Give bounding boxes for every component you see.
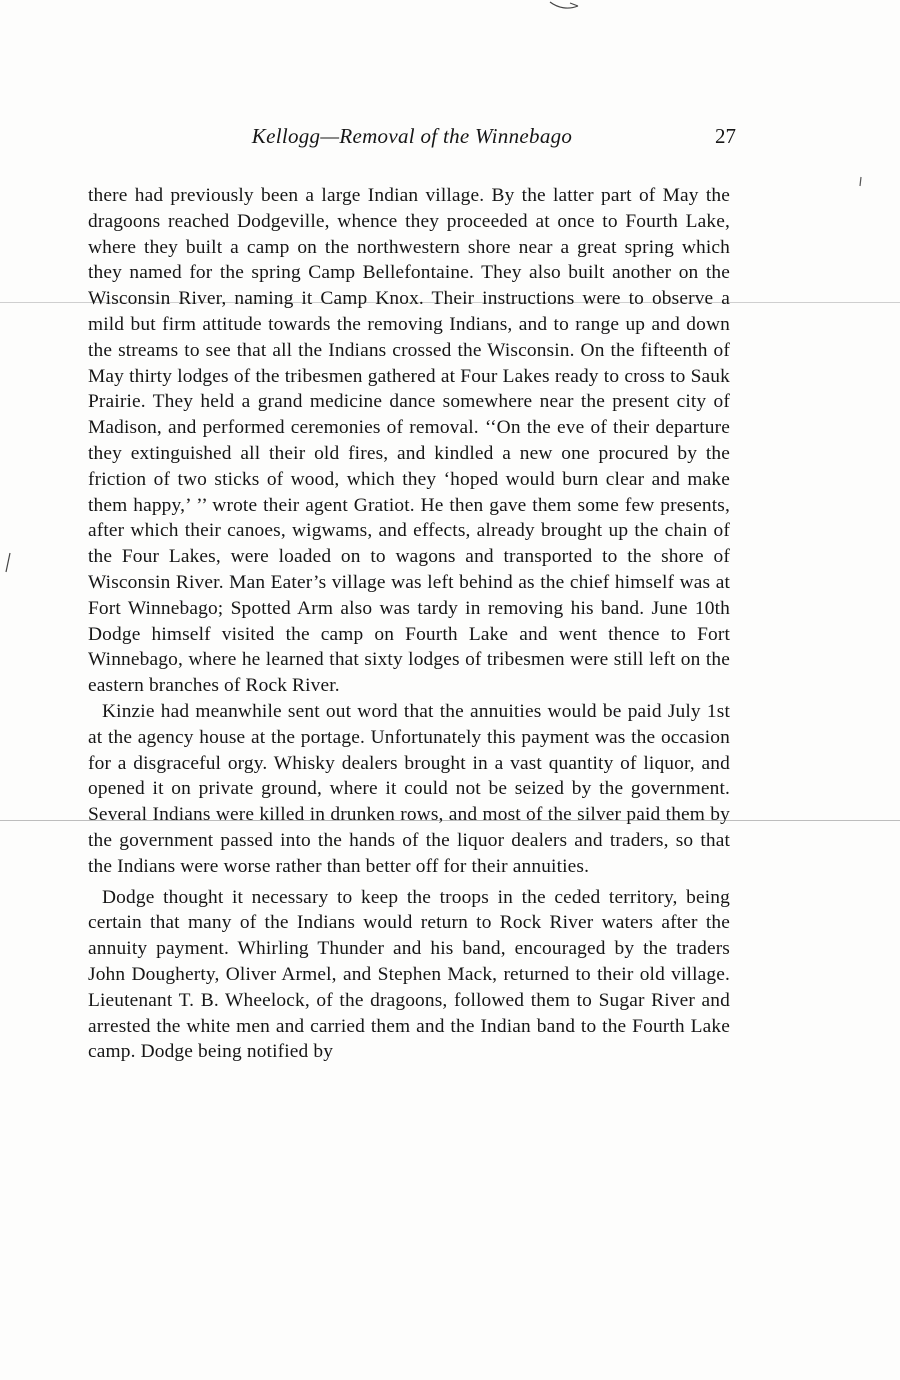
running-title: Kellogg—Removal of the Winnebago — [251, 124, 573, 148]
running-header — [88, 124, 736, 156]
scan-speck — [4, 552, 12, 574]
paragraph: there had previously been a large Indian village. By the latter part of May the dragoons reached Dodgeville, whence they proceeded at once to Fourth Lake, where they built a camp on the northwestern shore near a great spring which they named for the spring Camp Bellefontaine. They also built another on the Wisconsin River, naming it Camp Knox. Their instructions were to observe a mild but firm attitude towards the removing Indians, and to range up and down the streams to see that all the Indians crossed the Wisconsin. On the fifteenth of May thirty lodges of the tribesmen gathered at Four Lakes ready to cross to Sauk Prairie. They held a grand medicine dance somewhere near the present city of Madison, and performed ceremonies of removal. ‘‘On the eve of their departure they extinguished all their old fires, and kindled a new one procured by the friction of two sticks of wood, which they ‘hoped would burn clear and make them happy,’ ’’ wrote their agent Gratiot. He then gave them some few presents, after which their canoes, wigwams, and effects, already brought up the chain of the Four Lakes, were loaded on to wagons and transported to the shore of Wisconsin River. Man Eater’s village was left behind as the chief himself was at Fort Winnebago; Spotted Arm also was tardy in removing his band. June 10th Dodge himself visited the camp on Fourth Lake and went thence to Fort Winnebago, where he learned that sixty lodges of tribesmen were still left on the eastern branches of Rock River. — [88, 185, 730, 697]
scan-mark-top — [548, 0, 582, 12]
page-number: 27 — [715, 124, 736, 148]
body-text — [88, 183, 730, 1065]
scan-speck — [858, 176, 864, 188]
paragraph: Kinzie had meanwhile sent out word that the annuities would be paid July 1st at the agency house at the portage. Unfortunately this payment was the occasion for a disgraceful orgy. Whisky dealers brought in a vast quantity of liquor, and opened it on private ground, where it could not be seized by the government. Several Indians were killed in drunken rows, and most of the silver paid them by the government passed into the hands of the liquor dealers and traders, so that the Indians were worse rather than better off for their annuities. — [88, 700, 730, 877]
paragraph: Dodge thought it necessary to keep the troops in the ceded territory, being certain that many of the Indians would return to Rock River waters after the annuity payment. Whirling Thunder and his band, encouraged by the traders John Dougherty, Oliver Armel, and Stephen Mack, returned to their old village. Lieutenant T. B. Wheelock, of the dragoons, followed them to Sugar River and arrested the white men and carried them and the Indian band to the Fourth Lake camp. Dodge being notified by — [88, 886, 730, 1063]
